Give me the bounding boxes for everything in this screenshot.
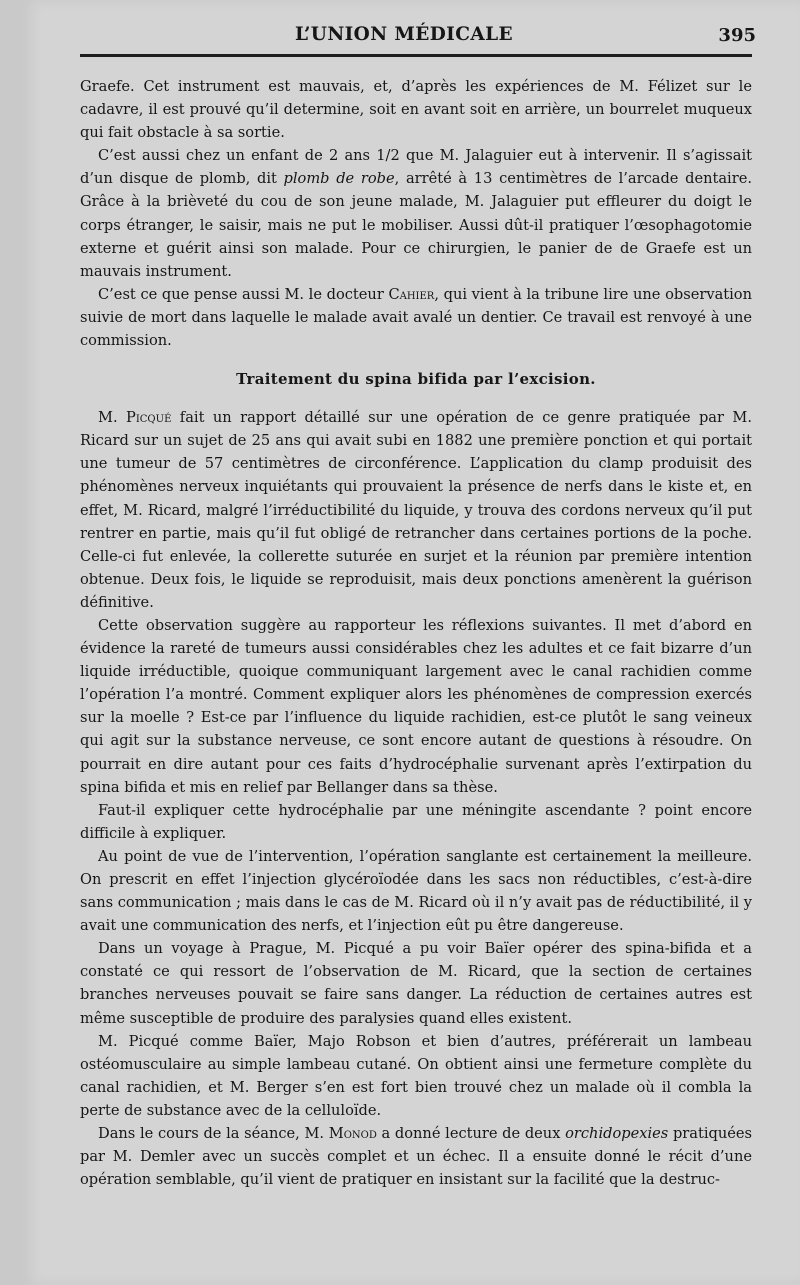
running-title: L’UNION MÉDICALE	[294, 24, 514, 45]
paragraph-3-name: Cahier	[388, 285, 435, 303]
paragraph-1: Graefe. Cet instrument est mauvais, et, d’après les expériences de M. Félizet sur le cadavre, il est prouvé qu’il determine, soit en avant soit en arrière, un bourrelet muqueux qui fait obstacle à sa sortie.	[80, 78, 752, 142]
paragraph-4	[80, 406, 752, 614]
paragraph-10-name: Monod	[328, 1125, 377, 1143]
paragraph-3-text-a: C’est ce que pense aussi M. le docteur	[98, 285, 389, 303]
section-heading: Traitement du spina bifida par l’excision.	[236, 370, 596, 389]
paragraph-7: Au point de vue de l’intervention, l’opération sanglante est certainement la meilleure. On prescrit en effet l’injection glycéroïodée dans les sacs non réductibles, c’est-à-dire sans communication ; mais dans le cas de M. Ricard où il n’y avait pas de réductibilité, il y avait une communication des nerfs, et l’injection eût pu être dangereuse.	[80, 847, 752, 935]
paragraph-4-name: Picqué	[126, 409, 172, 427]
header-rule	[80, 54, 752, 57]
paragraph-4-text-b: fait un rapport détaillé sur une opération de ce genre pratiquée par M. Ricard sur un sujet de 25 ans qui avait subi en 1882 une première ponction et qui portait une tumeur de 57 centimètres de circonférence. L’application du clamp produisit des phénomènes nerveux inquiétants qui prouvaient la présence de nerfs dans le kiste et, en effet, M. Ricard, malgré l’irréductibilité du liquide, y trouva des cordons nerveux qu’il put rentrer en partie, mais qu’il fut obligé de retrancher dans certaines portions de la poche. Celle-ci fut enlevée, la collerette suturée en surjet et la réunion par première intention obtenue. Deux fois, le liquide se reproduisit, mais deux ponctions amenèrent la guérison définitive.	[80, 409, 752, 611]
paragraph-9: M. Picqué comme Baïer, Majo Robson et bien d’autres, préférerait un lambeau ostéomusculaire au simple lambeau cutané. On obtient ainsi une fermeture complète du canal rachidien, et M. Berger s’en est fort bien trouvé chez un malade où il combla la perte de substance avec de la celluloïde.	[80, 1032, 752, 1119]
paragraph-3-text-b: , qui vient à la tribune lire une observation suivie de mort dans laquelle le malade avait avalé un dentier. Ce travail est renvoyé à une commission.	[80, 285, 752, 350]
paragraph-10-text-c: pratiquées par M. Demler avec un succès complet et un échec. Il a ensuite donné le récit d’une opération semblable, qu’il vient de pratiquer en insistant sur la facilité que la destruc-	[80, 1125, 752, 1189]
paragraph-5: Cette observation suggère au rapporteur les réflexions suivantes. Il met d’abord en évidence la rareté de tumeurs aussi considérables chez les adultes et ce fait bizarre d’un liquide irréductible, quoique communiquant largement avec le canal rachidien comme l’opération l’a montré. Comment expliquer alors les phénomènes de compression exercés sur la moelle ? Est-ce par l’influence du liquide rachidien, est-ce plutôt le sang veineux qui agit sur la substance nerveuse, ce sont encore autant de questions à résoudre. On pourrait en dire autant pour ces faits d’hydrocéphalie survenant après l’extirpation du spina bifida et mis en relief par Bellanger dans sa thèse.	[80, 616, 752, 796]
paragraph-2-text-b: , arrêté à 13 centimètres de l’arcade dentaire. Grâce à la brièveté du cou de son jeune malade, M. Jalaguier put effleurer du doigt le corps étranger, le saisir, mais ne put le mobiliser. Aussi dût-il pratiquer l’œsophagotomie externe et guérit ainsi son malade. Pour ce chirurgien, le panier de de Graefe est un mauvais instrument.	[80, 170, 752, 280]
paragraph-6: Faut-il expliquer cette hydrocéphalie par une méningite ascendante ? point encore difficile à expliquer.	[80, 801, 752, 842]
paragraph-10-text-b: a donné lecture de deux	[376, 1125, 566, 1143]
paragraph-4-text-a: M.	[98, 409, 127, 427]
page-header	[58, 24, 756, 48]
paragraph-8: Dans un voyage à Prague, M. Picqué a pu voir Baïer opérer des spina-bifida et a constaté ce qui ressort de l’observation de M. Ricard, que la section de certaines branches nerveuses pouvait se faire sans danger. La réduction de certaines autres est même susceptible de produire des paralysies quand elles existent.	[80, 940, 752, 1027]
paragraph-10-text-a: Dans le cours de la séance, M.	[98, 1125, 329, 1143]
paragraph-2-text-a: C’est aussi chez un enfant de 2 ans 1/2 que M. Jalaguier eut à intervenir. Il s’agissait d’un disque de plomb, dit	[80, 147, 752, 188]
article-body	[80, 75, 752, 1191]
paragraph-2	[80, 144, 752, 283]
paragraph-3	[80, 283, 752, 352]
paragraph-10-italic: orchidopexies	[565, 1125, 669, 1143]
paragraph-10	[80, 1122, 752, 1191]
paragraph-2-italic: plomb de robe	[283, 170, 395, 188]
page-number: 395	[718, 25, 756, 46]
